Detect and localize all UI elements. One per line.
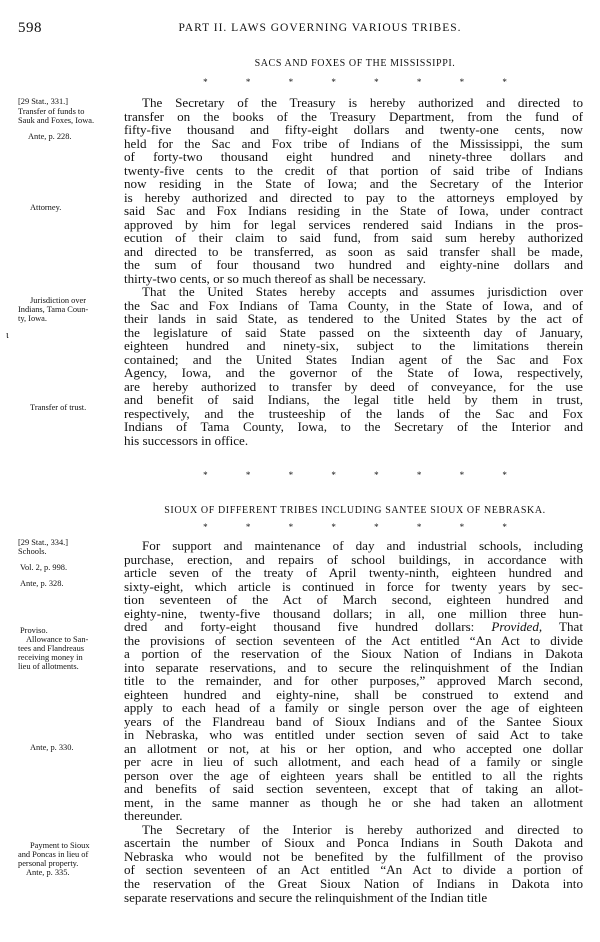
text-line: and benefits of said section seventeen, except that of taking an allot-: [124, 781, 583, 797]
text-line: the provisions of section seventeen of the Act entitled “An Act to divide: [124, 632, 583, 648]
text-line: thereunder.: [124, 808, 183, 824]
text-line: ecution of their claim to said fund, from said sum hereby authorized: [124, 230, 583, 246]
text-line: Agency, Iowa, and the governor of the State of Iowa, respectively,: [124, 365, 583, 381]
margin-note-ante-ref: Ante, p. 228.: [28, 132, 72, 141]
margin-note-jurisdiction: Jurisdiction over: [30, 296, 87, 305]
text-line: eighteen hundred and ninety-six, subject to the limitations therein: [124, 338, 583, 354]
text-line: purchase, erection, and repairs of school buildings, in accordance with: [124, 551, 583, 567]
text-line: apply to each head of a family or single person over the age of eighteen: [124, 700, 583, 716]
text-line: article seven of the treaty of April twenty-ninth, eighteen hundred and: [124, 565, 583, 581]
text-line: is hereby authorized and directed to pay to the attorneys employed by: [124, 189, 583, 205]
text-line: and directed to be transferred, as soon as said transfer shall be made,: [124, 243, 583, 259]
margin-note-stat-citation: [29 Stat., 331.]: [18, 97, 69, 106]
text-line: and benefit of said Indians, the legal title held by them in trust,: [124, 392, 583, 408]
text-line: now residing in the State of Iowa; and the Secretary of the Interior: [124, 176, 583, 192]
text-line: tion seventeen of the Act of March second, eighteen hundred and: [124, 592, 583, 608]
proviso-italic: Provided,: [491, 619, 543, 635]
text-line: title to the remainder, and for other purposes,” approved March second,: [124, 673, 583, 689]
text-line: Nebraska who would not be benefited by the fulfillment of the proviso: [124, 848, 583, 864]
text-line: held for the Sac and Fox tribe of Indians of the Mississippi, the sum: [124, 135, 583, 151]
text-fragment: dred and forty-eight thousand five hundred dollars:: [124, 619, 475, 635]
asterism-divider: * * * * * * * *: [203, 77, 507, 87]
margin-tick-mark: ι: [6, 330, 9, 341]
text-line: ment, in the same manner as though he or she had taken an allotment: [124, 794, 583, 810]
text-line: The Secretary of the Interior is hereby authorized and directed to: [142, 821, 583, 837]
text-line: an allotment or not, at his or her option, and who accepted one dollar: [124, 740, 583, 756]
text-line: the Sac and Fox Indians of Tama County, in the State of Iowa, and of: [124, 297, 583, 313]
margin-note-transfer-trust: Transfer of trust.: [30, 403, 87, 412]
text-line: his successors in office.: [124, 433, 249, 448]
text-line: years of the Flandreau band of Sioux Indians and of the Santee Sioux: [124, 713, 583, 729]
margin-note-transfer-funds-cont: Sauk and Foxes, Iowa.: [18, 116, 95, 125]
margin-note-allowance-cont3: lieu of allotments.: [18, 662, 79, 671]
margin-note-allowance: Allowance to San-: [26, 635, 89, 644]
margin-note-ante-ref: Ante, p. 330.: [30, 743, 74, 752]
text-line: For support and maintenance of day and industrial schools, including: [142, 538, 583, 553]
text-line: of forty-two thousand eight hundred and ninety-three dollars and: [124, 149, 583, 165]
margin-note-transfer-funds: Transfer of funds to: [18, 107, 85, 116]
text-line: into separate reservations, and to secure the relinquishment of the Indian: [124, 659, 583, 675]
text-line: Indians of Tama County, Iowa, to the Secretary of the Interior and: [124, 419, 583, 435]
margin-note-allowance-cont: tees and Flandreaus: [18, 644, 85, 653]
margin-note-vol-ref: Vol. 2, p. 998.: [20, 563, 68, 572]
text-line: respectively, and the trusteeship of the lands of the Sac and Fox: [124, 405, 583, 421]
text-line: The Secretary of the Treasury is hereby authorized and directed to: [142, 95, 583, 110]
margin-note-ante-ref: Ante, p. 335.: [26, 868, 70, 877]
section-title-sacs-foxes: SACS AND FOXES OF THE MISSISSIPPI.: [254, 58, 456, 69]
text-line: eighty-nine, twenty-five thousand dollars; in all, one million three hun-: [124, 605, 583, 621]
text-line: twenty-five cents to the credit of that portion of said tribe of Indians: [124, 162, 583, 178]
text-line: person over the age of eighteen years shall be entitled to all the rights: [124, 767, 583, 783]
page-number: 598: [18, 20, 42, 36]
text-line: said Sac and Fox Indians residing in the State of Iowa, under contract: [124, 203, 583, 219]
text-line: per acre in lieu of such allotment, and each head of a family or single: [124, 754, 583, 770]
text-line: sixty-eight, which article is continued in force for twenty years by sec-: [124, 578, 583, 594]
text-line: ascertain the number of Sioux and Ponca Indians in South Dakota and: [124, 835, 583, 851]
margin-note-attorney: Attorney.: [30, 203, 62, 212]
text-line: contained; and the United States Indian agent of the Sac and Fox: [124, 351, 583, 367]
text-line: a portion of the reservation of the Sioux Nation of Indians in Dakota: [124, 646, 583, 662]
text-line: their lands in said State, as tendered to the United States by the act of: [124, 311, 583, 327]
text-line: thirty-two cents, or so much thereof as shall be necessary.: [124, 270, 427, 286]
asterism-divider: * * * * * * * *: [203, 522, 507, 532]
margin-note-jurisdiction-cont2: ty, Iowa.: [18, 314, 47, 323]
margin-note-schools: Schools.: [18, 547, 47, 556]
section-title-sioux: SIOUX OF DIFFERENT TRIBES INCLUDING SANTEE SIOUX OF NEBRASKA.: [164, 505, 546, 516]
margin-note-payment-cont2: personal property.: [18, 859, 79, 868]
text-line: the reservation of the Great Sioux Nation of Indians in Dakota into: [124, 876, 583, 891]
text-line: in Nebraska, who was entitled under section seven of said Act to take: [124, 727, 583, 743]
text-line: transfer on the books of the Treasury Department, from the fund of: [124, 108, 583, 124]
text-line: fifty-five thousand and fifty-eight dollars and twenty-one cents, now: [124, 122, 583, 138]
asterism-divider: * * * * * * * *: [203, 470, 507, 480]
margin-note-payment-cont: and Poncas in lieu of: [18, 850, 89, 859]
margin-note-proviso: Proviso.: [20, 626, 48, 635]
margin-note-ante-ref: Ante, p. 328.: [20, 579, 64, 588]
margin-note-jurisdiction-cont: Indians, Tama Coun-: [18, 305, 89, 314]
text-line: the sum of four thousand two hundred and eighty-nine dollars and: [124, 257, 583, 273]
text-line: separate reservations and secure the relinquishment of the Indian title: [124, 889, 488, 905]
text-line: of section seventeen of an Act entitled “An Act to divide a portion of: [124, 862, 583, 878]
running-head: PART II. LAWS GOVERNING VARIOUS TRIBES.: [178, 22, 462, 34]
text-line: That the United States hereby accepts and assumes jurisdiction over: [142, 284, 583, 300]
text-line: are hereby authorized to transfer by deed of conveyance, for the use: [124, 378, 583, 394]
text-line: the legislature of said State passed on the sixteenth day of January,: [124, 324, 583, 340]
margin-note-allowance-cont2: receiving money in: [18, 653, 83, 662]
text-line: eighteen hundred and eighty-nine, shall be construed to extend and: [124, 686, 583, 702]
text-line: approved by him for legal services rendered said Indians in the pros-: [124, 216, 583, 232]
text-fragment: That: [559, 619, 583, 635]
text-line: [124, 620, 583, 634]
margin-note-stat-citation: [29 Stat., 334.]: [18, 538, 69, 547]
margin-note-payment: Payment to Sioux: [30, 841, 90, 850]
